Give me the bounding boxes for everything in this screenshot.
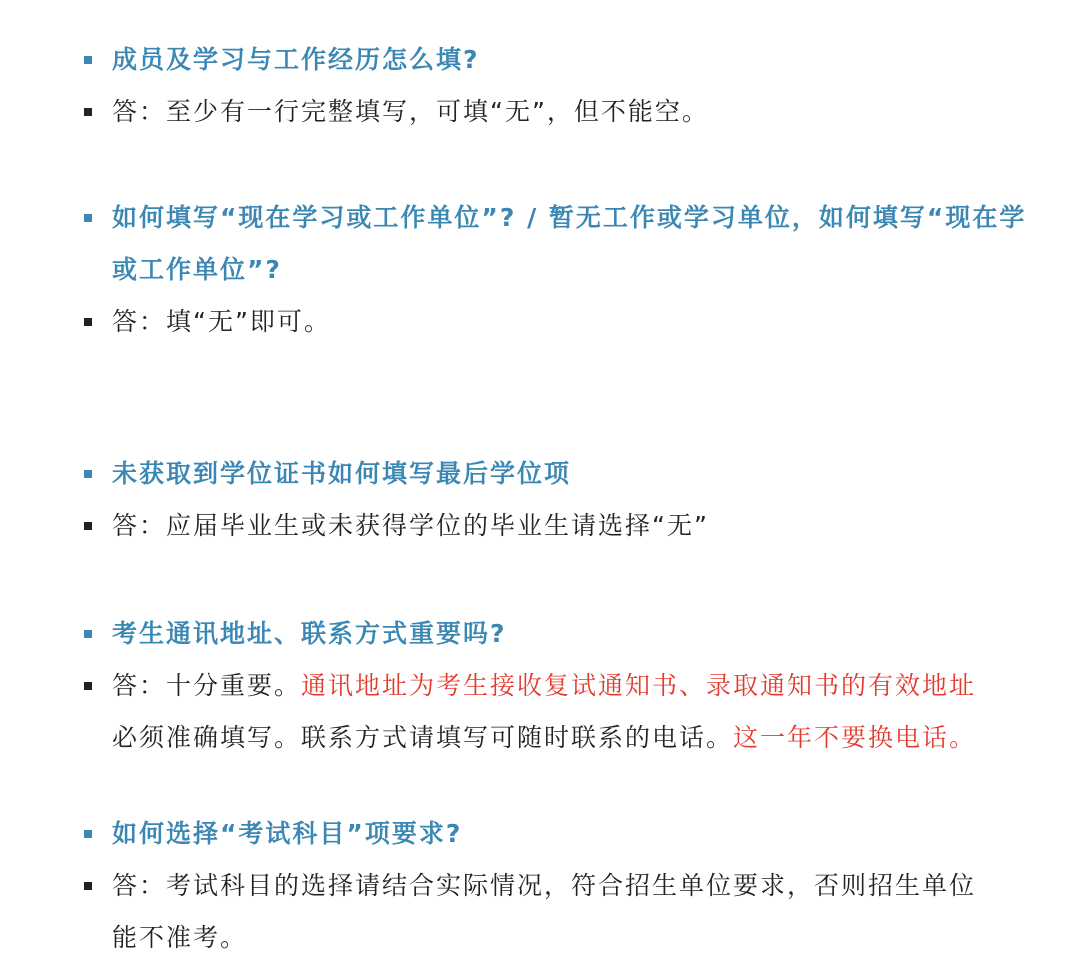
answer-bullet <box>84 108 92 116</box>
question-bullet <box>84 470 92 478</box>
answer-1-text: 答：至少有一行完整填写，可填“无”，但不能空。 <box>112 97 709 126</box>
answer-4-line-1 <box>112 660 1012 712</box>
question-4-text: 考生通讯地址、联系方式重要吗? <box>112 619 507 648</box>
answer-bullet <box>84 882 92 890</box>
question-3-text: 未获取到学位证书如何填写最后学位项 <box>112 459 572 488</box>
answer-bullet <box>84 682 92 690</box>
question-2-line-1: 如何填写“现在学习或工作单位”? / 暂无工作或学习单位，如何填写“现在学 <box>112 203 1027 232</box>
answer-4-plain: 答：十分重要。 <box>112 671 302 700</box>
answer-5-line-2: 能不准考。 <box>112 923 248 952</box>
answer-4-plain-2: 必须准确填写。联系方式请填写可随时联系的电话。 <box>112 723 734 752</box>
answer-2-text: 答：填“无”即可。 <box>112 307 331 336</box>
answer-bullet <box>84 522 92 530</box>
question-bullet <box>84 630 92 638</box>
answer-4-highlight: 通讯地址为考生接收复试通知书、录取通知书的有效地址 <box>301 671 977 700</box>
question-bullet <box>84 56 92 64</box>
question-1-text: 成员及学习与工作经历怎么填? <box>112 45 480 74</box>
question-5-text: 如何选择“考试科目”项要求? <box>112 819 463 848</box>
answer-bullet <box>84 318 92 326</box>
answer-3-text: 答：应届毕业生或未获得学位的毕业生请选择“无” <box>112 511 709 540</box>
question-2-line-2: 或工作单位”? <box>112 255 282 284</box>
answer-4-highlight-2: 这一年不要换电话。 <box>733 723 977 752</box>
answer-5-line-1: 答：考试科目的选择请结合实际情况，符合招生单位要求，否则招生单位 <box>112 871 977 900</box>
question-bullet <box>84 214 92 222</box>
question-bullet <box>84 830 92 838</box>
answer-4-line-2 <box>112 712 1012 764</box>
